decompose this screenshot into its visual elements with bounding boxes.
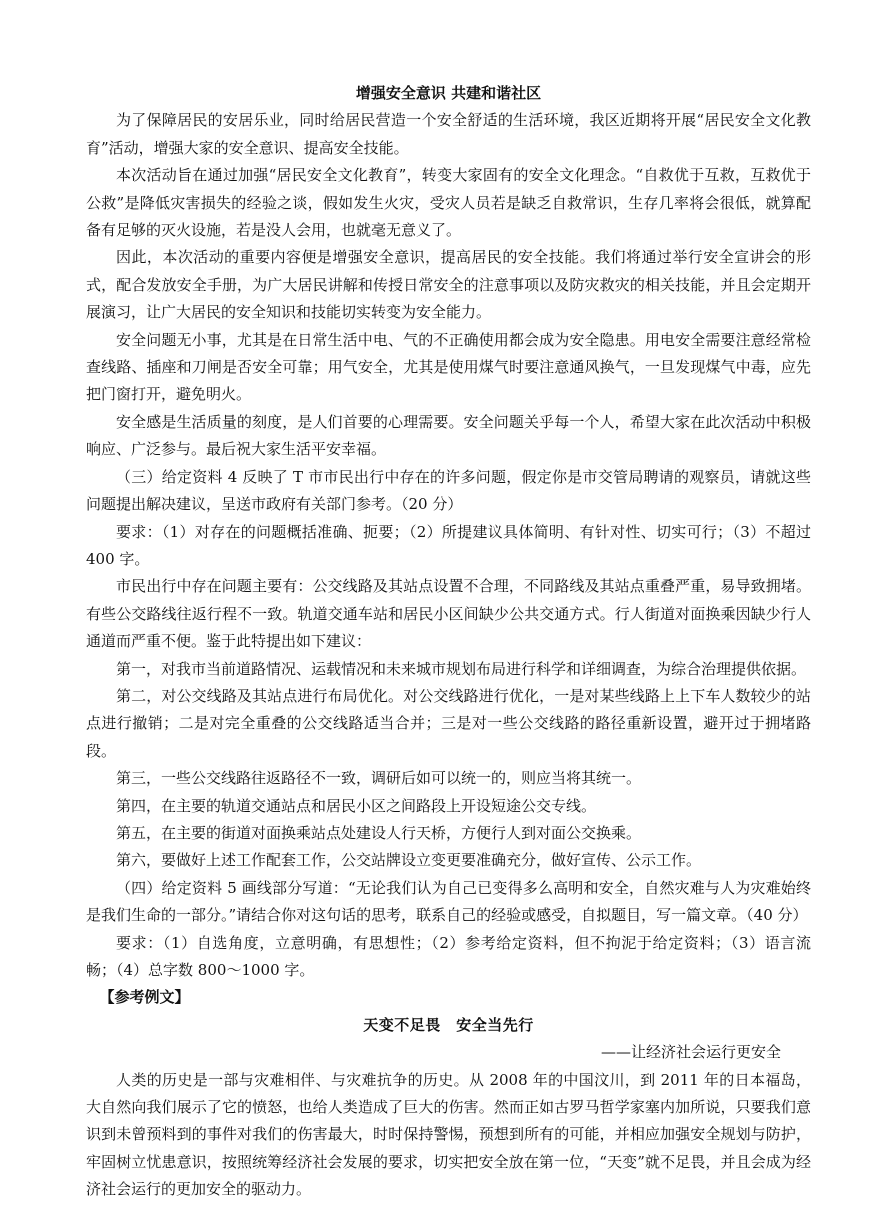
suggestion-2: 第二，对公交线路及其站点进行布局优化。对公交线路进行优化，一是对某些线路上上下车人数较少的站点进行撤销；二是对完全重叠的公交线路适当合并；三是对一些公交线路的路径重新设置，避开过于拥堵路段。: [86, 686, 811, 760]
paragraph-2: 本次活动旨在通过加强“居民安全文化教育”，转变大家固有的安全文化理念。“自救优于互救，互救优于公救”是降低灾害损失的经验之谈，假如发生火灾，受灾人员若是缺乏自救常识，生存几率将会很低，就算配备有足够的灭火设施，若是没人会用，也就毫无意义了。: [86, 166, 811, 240]
question-4: （四）给定资料 5 画线部分写道：“无论我们认为自己已变得多么高明和安全，自然灾难与人为灾难始终是我们生命的一部分。”请结合你对这句话的思考，联系自己的经验或感受，自拟题目，写一篇文章。（40 分）: [86, 878, 811, 925]
question-3: （三）给定资料 4 反映了 T 市市民出行中存在的许多问题，假定你是市交管局聘请的观察员，请就这些问题提出解决建议，呈送市政府有关部门参考。（20 分）: [86, 467, 811, 514]
paragraph-5: 安全感是生活质量的刻度，是人们首要的心理需要。安全问题关乎每一个人，希望大家在此次活动中积极响应、广泛参与。最后祝大家生活平安幸福。: [86, 412, 811, 459]
essay-subtitle: ——让经济社会运行更安全: [600, 1043, 781, 1062]
paragraph-1: 为了保障居民的安居乐业，同时给居民营造一个安全舒适的生活环境，我区近期将开展“居民安全文化教育”活动，增强大家的安全意识、提高安全技能。: [86, 111, 811, 157]
suggestion-1: 第一，对我市当前道路情况、运载情况和未来城市规划布局进行科学和详细调查，为综合治理提供依据。: [116, 659, 807, 678]
document-title: 增强安全意识 共建和谐社区: [355, 84, 542, 102]
question-3-requirements: 要求：（1）对存在的问题概括准确、扼要；（2）所提建议具体简明、有针对性、切实可行；（3）不超过 400 字。: [86, 522, 811, 568]
question-4-requirements: 要求：（1）自选角度，立意明确，有思想性；（2）参考给定资料，但不拘泥于给定资料；（3）语言流畅；（4）总字数 800～1000 字。: [86, 933, 811, 979]
suggestion-4: 第四，在主要的轨道交通站点和居民小区之间路段上开设短途公交专线。: [116, 796, 597, 815]
suggestion-5: 第五，在主要的街道对面换乘站点处建设人行天桥，方便行人到对面公交换乘。: [116, 823, 642, 842]
essay-title: 天变不足畏 安全当先行: [363, 1015, 534, 1034]
reference-label: 【参考例文】: [99, 988, 190, 1007]
suggestion-3: 第三，一些公交线路往返路径不一致，调研后如可以统一的，则应当将其统一。: [116, 769, 642, 788]
essay-paragraph: 人类的历史是一部与灾难相伴、与灾难抗争的历史。从 2008 年的中国汶川，到 2011 年的日本福岛，大自然向我们展示了它的愤怒，也给人类造成了巨大的伤害。然而正如古罗马哲学家塞内加所说，只要我们意识到未曾预料到的事件对我们的伤害最大，时时保持警惕，预想到所有的可能，并相应加强安全规划与防护，牢固树立忧患意识，按照统筹经济社会发展的要求，切实把安全放在第一位，“天变”就不足畏，并且会成为经济社会运行的更加安全的驱动力。: [86, 1070, 811, 1199]
answer-intro: 市民出行中存在问题主要有：公交线路及其站点设置不合理，不同路线及其站点重叠严重，易导致拥堵。有些公交路线往返行程不一致。轨道交通车站和居民小区间缺少公共交通方式。行人街道对面换乘因缺少行人通道而严重不便。鉴于此特提出如下建议：: [86, 577, 811, 651]
suggestion-6: 第六，要做好上述工作配套工作，公交站牌设立变更要准确充分，做好宣传、公示工作。: [116, 851, 702, 870]
paragraph-4: 安全问题无小事，尤其是在日常生活中电、气的不正确使用都会成为安全隐患。用电安全需要注意经常检查线路、插座和刀闸是否安全可靠；用气安全，尤其是使用煤气时要注意通风换气，一旦发现煤气中毒，应先把门窗打开，避免明火。: [86, 330, 811, 404]
paragraph-3: 因此，本次活动的重要内容便是增强安全意识，提高居民的安全技能。我们将通过举行安全宣讲会的形式，配合发放安全手册，为广大居民讲解和传授日常安全的注意事项以及防灾救灾的相关技能，并且会定期开展演习，让广大居民的安全知识和技能切实转变为安全能力。: [86, 248, 811, 322]
